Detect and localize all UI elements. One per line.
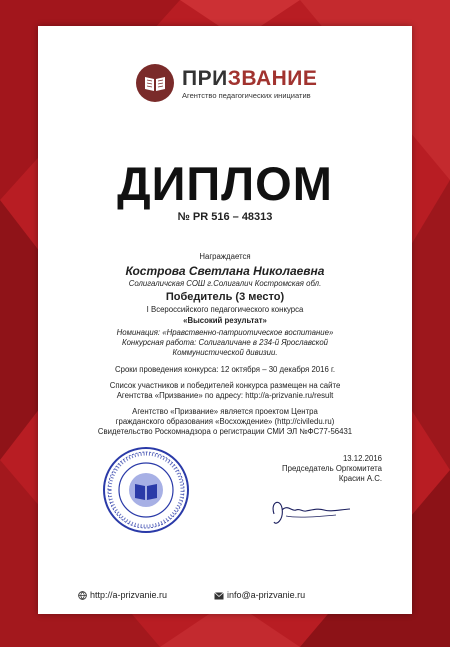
work-line-2: Коммунистической дивизии. [172, 348, 278, 357]
agency-line-1: Агентство «Призвание» является проектом Центра [132, 407, 318, 416]
diploma-sheet [38, 26, 412, 614]
signature-name: Красин А.С. [338, 474, 382, 483]
agency-line-2: гражданского образования «Восхождение» (http://civiledu.ru) [115, 417, 335, 426]
nomination: Номинация: «Нравственно-патриотическое воспитание» [116, 328, 334, 337]
recipient-school: Солигаличская СОШ г.Солигалич Костромская обл. [128, 279, 322, 288]
contest-name: «Высокий результат» [183, 316, 267, 325]
work-line-1: Конкурсная работа: Солигаличане в 234-й Ярославской [121, 338, 328, 347]
agency-line-3: Свидетельство Роскомнадзора о регистрации СМИ ЭЛ №ФС77-56431 [97, 427, 353, 436]
agency-logo [136, 64, 336, 104]
awarded-label: Награждается [199, 252, 251, 261]
handwritten-signature [266, 496, 356, 530]
globe-icon [78, 591, 87, 600]
book-icon [136, 64, 174, 102]
contest-title: I Всероссийского педагогического конкурса [146, 305, 304, 314]
signature-role: Председатель Оргкомитета [282, 464, 382, 473]
footer-website[interactable]: http://a-prizvanie.ru [78, 590, 167, 600]
diploma-number: № PR 516 – 48313 [177, 211, 273, 223]
logo-name: ПРИЗВАНИЕ [182, 67, 318, 90]
envelope-icon [214, 592, 224, 600]
footer [38, 590, 412, 604]
logo-tagline: Агентство педагогических инициатив [182, 91, 311, 100]
signature-date: 13.12.2016 [342, 454, 382, 463]
result-place: Победитель (3 место) [165, 291, 285, 303]
list-line-2: Агентства «Призвание» по адресу: http://a-prizvanie.ru/result [116, 391, 334, 400]
contest-dates: Сроки проведения конкурса: 12 октября – 30 декабря 2016 г. [114, 365, 336, 374]
list-line-1: Список участников и победителей конкурса размещен на сайте [109, 381, 341, 390]
footer-email[interactable]: info@a-prizvanie.ru [214, 590, 305, 600]
stamp-seal-icon [102, 446, 190, 534]
diploma-title: ДИПЛОМ [117, 157, 333, 210]
recipient-name: Кострова Светлана Николаевна [125, 264, 325, 278]
